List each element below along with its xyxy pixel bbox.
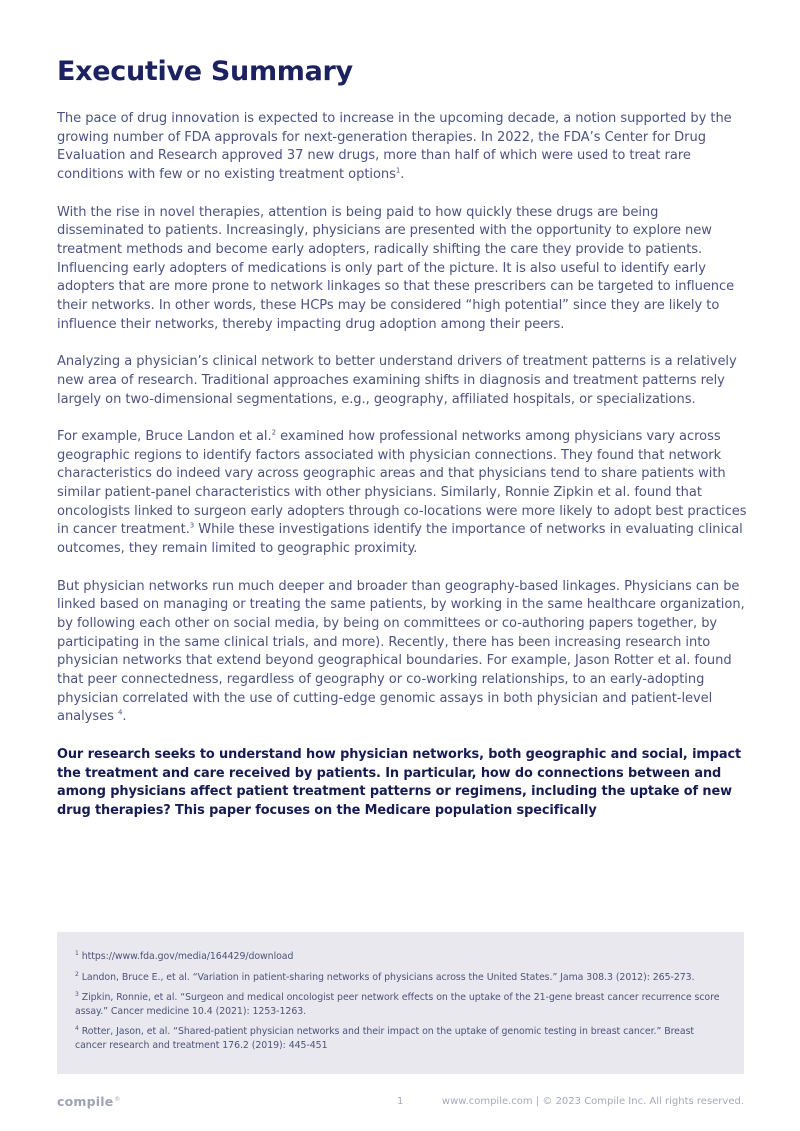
paragraph-1 <box>57 110 747 185</box>
body-text <box>57 110 747 839</box>
copyright-notice: www.compile.com | © 2023 Compile Inc. All rights reserved. <box>441 1096 744 1107</box>
page-number: 1 <box>397 1096 404 1107</box>
paragraph-end: . <box>400 167 405 183</box>
registered-mark: ® <box>114 1095 121 1103</box>
footnote-ref-1[interactable]: 1 <box>395 166 401 175</box>
paragraph-text: But physician networks run much deeper and broader than geography-based linkages. Physicians can be linked based on managing or treating the same patients, by working in the same healthcare organization, by following each other on social media, by being on committees or co-authoring papers together, by participating in the same clinical trials, and more). Recently, there has been increasing research into physician networks that extend beyond geographical boundaries. For example, Jason Rotter et al. found that peer connectedness, regardless of geography or co-working relationships, to an early-adopting physician correlated with the use of cutting-edge genomic assays in both physician and patient-level analyses <box>57 578 745 725</box>
paragraph-text: The pace of drug innovation is expected to increase in the upcoming decade, a notion supported by the growing number of FDA approvals for next-generation therapies. In 2022, the FDA’s Center for Drug Evaluation and Research approved 37 new drugs, more than half of which were used to treat rare conditions with few or no existing treatment options <box>57 111 732 183</box>
footnote-number: 4 <box>75 1025 79 1033</box>
paragraph-text: For example, Bruce Landon et al. <box>57 428 272 444</box>
footnote-1 <box>75 950 726 964</box>
paragraph-5 <box>57 578 747 728</box>
footnote-3 <box>75 991 726 1018</box>
footnote-number: 2 <box>75 970 79 978</box>
paragraph-4 <box>57 428 747 559</box>
research-highlight: Our research seeks to understand how physician networks, both geographic and social, impact the treatment and care received by patients. In particular, how do connections between and among physicians affect patient treatment patterns or regimens, including the uptake of new drug therapies? This paper focuses on the Medicare population specifically <box>57 746 742 818</box>
logo-text: compile <box>57 1094 114 1109</box>
page-footer <box>57 1092 744 1112</box>
footnote-ref-3[interactable]: 3 <box>189 522 195 531</box>
footnote-2 <box>75 971 726 985</box>
footnote-number: 1 <box>75 949 79 957</box>
compile-logo <box>57 1094 121 1109</box>
footnote-text: Landon, Bruce E., et al. “Variation in patient-sharing networks of physicians across the United States.” Jama 308.3 (2012): 265-273. <box>81 971 695 983</box>
footnotes-box <box>57 932 744 1074</box>
footnote-ref-2[interactable]: 2 <box>271 428 276 437</box>
paragraph-end: . <box>122 709 127 725</box>
paragraph-text: While these investigations identify the importance of networks in evaluating clinical outcomes, they remain limited to geographic proximity. <box>57 522 743 557</box>
page-title: Executive Summary <box>57 56 353 87</box>
footnote-text: Zipkin, Ronnie, et al. “Surgeon and medical oncologist peer network effects on the uptake of the 21-gene breast cancer recurrence score assay.” Cancer medicine 10.4 (2021): 1253-1263. <box>75 992 720 1017</box>
paragraph-2: With the rise in novel therapies, attention is being paid to how quickly these drugs are being disseminated to patients. Increasingly, physicians are presented with the opportunity to explore new treatment methods and become early adopters, radically shifting the care they provide to patients. Influencing early adopters of medications is only part of the picture. It is also useful to identify early adopters that are more prone to network linkages so that these prescribers can be targeted to influence their networks. In other words, these HCPs may be considered “high potential” since they are likely to influence their networks, thereby impacting drug adoption among their peers. <box>57 204 735 332</box>
footnote-number: 3 <box>75 991 79 999</box>
paragraph-text: examined how professional networks among physicians vary across geographic regions to identify factors associated with physician connections. They found that network characteristics do indeed vary across geographic areas and that physicians tend to share patients with similar patient-panel characteristics with other physicians. Similarly, Ronnie Zipkin et al. found that oncologists linked to surgeon early adopters through co-locations were more likely to adopt best practices in cancer treatment. <box>57 428 747 538</box>
footnote-4 <box>75 1025 726 1052</box>
footnote-link[interactable]: https://www.fda.gov/media/164429/download <box>81 951 294 962</box>
paragraph-3: Analyzing a physician’s clinical network to better understand drivers of treatment patterns is a relatively new area of research. Traditional approaches examining shifts in diagnosis and treatment patterns rely largely on two-dimensional segmentations, e.g., geography, affiliated hospitals, or specializations. <box>57 354 737 407</box>
footnote-ref-4[interactable]: 4 <box>117 709 123 718</box>
footnote-text: Rotter, Jason, et al. “Shared-patient physician networks and their impact on the uptake of genomic testing in breast cancer.” Breast cancer research and treatment 176.2 (2019): 445-451 <box>75 1026 695 1051</box>
